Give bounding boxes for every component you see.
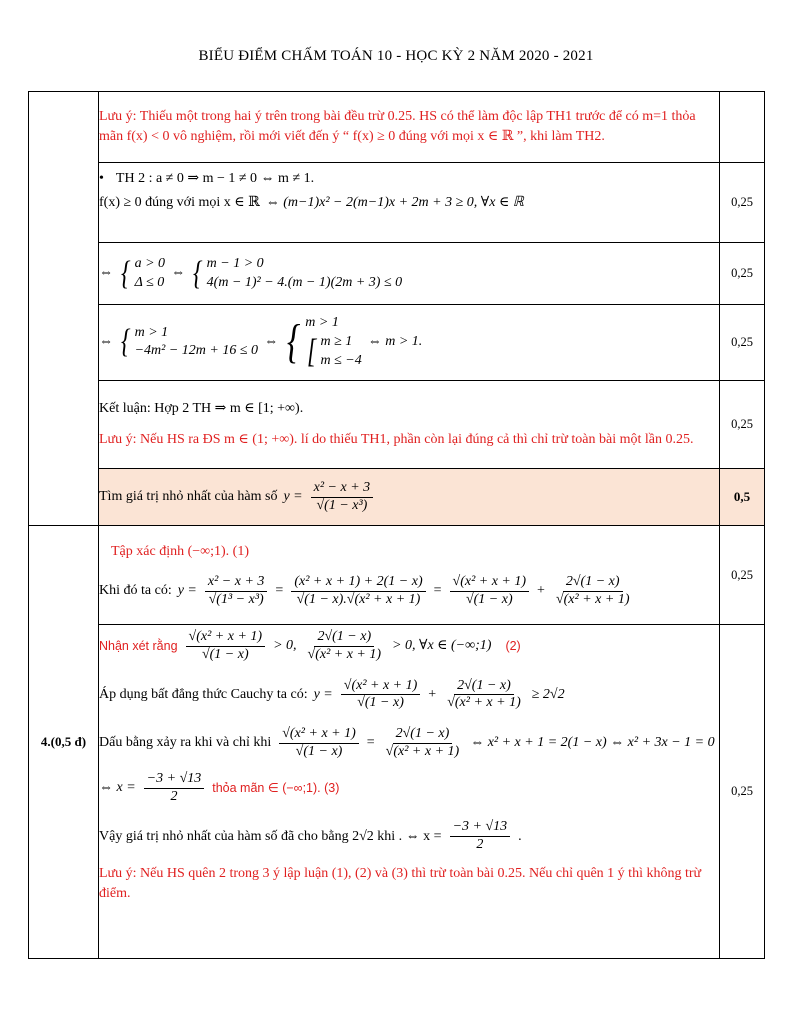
q3-th2-line2 xyxy=(99,193,719,213)
brace-icon: { xyxy=(193,254,203,292)
q4-task xyxy=(99,480,719,515)
bullet-icon: • xyxy=(99,171,104,186)
q4-proof-row xyxy=(29,625,765,959)
q4-note3: Lưu ý: Nếu HS quên 2 trong 3 ý lập luận (1), (2) và (3) thì trừ toàn bài 0.25. Nếu chỉ quên 1 ý thì không trừ điểm. xyxy=(99,865,702,902)
cauchy-tail: ≥ 2√2 xyxy=(531,686,565,702)
q3-conclusion: Kết luận: Hợp 2 TH ⇒ m ∈ [1; +∞). xyxy=(99,401,304,417)
cauchy-frac-1: $\frac{\text{√(x² + x + 1)}}{√(1 - x)}$ xyxy=(341,678,421,713)
q4-task-y: y = xyxy=(283,488,303,504)
q4-domain: Tập xác định (−∞;1). (1) xyxy=(111,543,249,559)
expr-frac-2: $\frac{\text{(x² + x + 1) + 2(1 − x)}}{\text{√(1 − x).√(x² + x + 1)}}$ xyxy=(291,574,425,609)
expr-frac-3: $\frac{\text{√(x² + x + 1)}}{√(1 - x)}$ xyxy=(450,574,530,609)
q4-task-row xyxy=(29,469,765,526)
bracket-system xyxy=(305,333,361,371)
equiv-symbol: ⇔ xyxy=(99,265,113,281)
q3-th2-text: TH 2 : a ≠ 0 ⇒ m − 1 ≠ 0 ⇔ m ≠ 1. xyxy=(115,171,315,186)
q4-expr xyxy=(99,574,719,609)
nx-frac-2: $\frac{2√(1 - x)}{\text{√(x² + x + 1)}}$ xyxy=(307,629,382,662)
sys2-line-c: m > 1 xyxy=(305,315,339,331)
nx-tag: (2) xyxy=(505,639,521,654)
equals-symbol: = xyxy=(275,582,284,598)
sys1-line-b: Δ ≤ 0 xyxy=(134,274,165,290)
q3-conclusion-row xyxy=(29,381,765,469)
q4-equality xyxy=(99,726,719,761)
brace-system-2 xyxy=(191,255,402,293)
q3-th2-ineq: ⇔ (m−1)x² − 2(m−1)x + 2m + 3 ≥ 0, ∀x ∈ ℝ xyxy=(265,195,524,211)
q4-task-text: Tìm giá trị nhỏ nhất của hàm số xyxy=(99,488,278,504)
expr-frac-4: $\frac{2√(1 - x)}{\text{√(x² + x + 1)}}$ xyxy=(555,573,630,607)
bracket-icon: [ xyxy=(307,332,317,370)
plus-symbol: + xyxy=(428,686,437,702)
q4-final xyxy=(99,819,719,854)
sys2-result: ⇔ m > 1. xyxy=(367,334,423,350)
q3-label-cell xyxy=(29,92,99,526)
q3-th2-line1 xyxy=(99,169,719,189)
cauchy-frac-2: $\frac{2√(1 - x)}{\text{√(x² + x + 1)}}$ xyxy=(447,677,521,711)
q3-sys1-cell xyxy=(99,243,720,305)
equiv-symbol: ⇔ xyxy=(171,265,186,281)
sol-frac: $\frac{-3 + √13}{2}$ xyxy=(144,771,205,806)
eq-tail: ⇔ x² + x + 1 = 2(1 − x) ⇔ x² + 3x − 1 = 0 xyxy=(470,735,715,751)
q4-score5: 0,25 xyxy=(720,526,765,625)
nx-tail: > 0, ∀x ∈ (−∞;1) xyxy=(392,638,492,654)
q4-nhan-xet xyxy=(99,629,719,664)
q4-proof-cell xyxy=(99,625,720,959)
eq-frac-2: $\frac{2√(1 - x)}{\text{√(x² + x + 1)}}$ xyxy=(385,726,460,759)
q3-sys2-cell xyxy=(99,305,720,381)
sys2-line-b: −4m² − 12m + 16 ≤ 0 xyxy=(134,343,259,359)
nx-mid: > 0, xyxy=(273,638,297,654)
final-frac: $\frac{-3 + √13}{2}$ xyxy=(450,819,511,854)
brace-icon: { xyxy=(121,323,131,361)
brace-system-3 xyxy=(119,324,258,362)
q4-label: 4.(0,5 đ) xyxy=(29,526,99,959)
expr-y: y = xyxy=(177,582,197,598)
q3-sys2 xyxy=(99,314,719,371)
q3-note1: Lưu ý: Thiếu một trong hai ý trên trong bài đều trừ 0.25. HS có thể làm độc lập TH1 trước để có m=1 thỏa mãn f(x) < 0 vô nghiệm, rồi mới viết đến ý “ f(x) ≥ 0 đúng với mọi x ∈ ℝ ”, khi làm TH2. xyxy=(99,92,720,163)
q3-sys1 xyxy=(99,255,719,293)
q3-score3: 0,25 xyxy=(720,305,765,381)
q3-sys2-row xyxy=(29,305,765,381)
q4-task-score: 0,5 xyxy=(733,489,751,504)
brace-icon: { xyxy=(286,315,301,369)
q3-note-row xyxy=(29,92,765,163)
q3-th2-cond: f(x) ≥ 0 đúng với mọi x ∈ ℝ xyxy=(99,195,260,211)
q4-expr-row xyxy=(29,526,765,625)
final-dot: . xyxy=(518,828,522,844)
sol-pre: ⇔ x = xyxy=(99,779,136,795)
sys2-line-e: m ≤ −4 xyxy=(320,352,362,368)
eq-label: Dấu bằng xảy ra khi và chỉ khi xyxy=(99,735,272,751)
brace-icon: { xyxy=(121,254,131,292)
equiv-symbol: ⇔ xyxy=(264,334,279,350)
sys1-line-d: 4(m − 1)² − 4.(m − 1)(2m + 3) ≤ 0 xyxy=(206,274,403,290)
cauchy-y: y = xyxy=(313,686,333,702)
q4-task-cell xyxy=(99,469,720,526)
equals-symbol: = xyxy=(366,735,375,751)
q3-score1: 0,25 xyxy=(720,163,765,243)
sys1-line-a: a > 0 xyxy=(134,255,166,271)
final-label: Vậy giá trị nhỏ nhất của hàm số đã cho bằng 2√2 khi . ⇔ x = xyxy=(99,828,442,844)
q4-task-fraction: $\frac{\text{x² − x + 3}}{\text{√(1 − x³)}}$ xyxy=(311,480,374,515)
q4-score6: 0,25 xyxy=(720,625,765,959)
brace-system-1 xyxy=(119,255,165,293)
eq-frac-1: $\frac{\text{√(x² + x + 1)}}{√(1 - x)}$ xyxy=(279,726,359,761)
q4-solution xyxy=(99,771,719,806)
q3-score2: 0,25 xyxy=(720,243,765,305)
expr-frac-1: $\frac{\text{x² − x + 3}}{\text{√(1³ − x³)}}$ xyxy=(205,574,268,609)
q3-sys1-row xyxy=(29,243,765,305)
page-title: BIỂU ĐIỂM CHẤM TOÁN 10 - HỌC KỲ 2 NĂM 2020 - 2021 xyxy=(198,48,594,64)
sys1-line-c: m − 1 > 0 xyxy=(206,255,264,271)
equiv-symbol: ⇔ xyxy=(99,334,113,350)
q3-note2: Lưu ý: Nếu HS ra ĐS m ∈ (1; +∞). lí do thiếu TH1, phần còn lại đúng cả thì chỉ trừ toàn bài một lần 0.25. xyxy=(99,431,694,447)
q3-conclusion-cell xyxy=(99,381,720,469)
nx-label: Nhận xét rằng xyxy=(99,639,178,654)
sol-tail: thỏa mãn ∈ (−∞;1). (3) xyxy=(212,781,340,796)
plus-symbol: + xyxy=(537,582,545,598)
q3-score4: 0,25 xyxy=(720,381,765,469)
brace-system-4 xyxy=(284,314,362,371)
q4-khi-do: Khi đó ta có: xyxy=(99,582,172,598)
nx-frac-1: $\frac{\text{√(x² + x + 1)}}{√(1 - x)}$ xyxy=(186,629,266,664)
q4-expr-cell xyxy=(99,526,720,625)
equals-symbol: = xyxy=(433,582,442,598)
q3-th2-row xyxy=(29,163,765,243)
q3-th2-cell xyxy=(99,163,720,243)
q4-task-score-cell xyxy=(720,469,765,526)
q3-note1-score-cell xyxy=(720,92,765,163)
grading-table xyxy=(28,91,765,959)
cauchy-label: Áp dụng bất đẳng thức Cauchy ta có: xyxy=(99,686,308,702)
sys2-line-d: m ≥ 1 xyxy=(320,334,353,350)
sys2-line-a: m > 1 xyxy=(134,324,169,340)
q4-cauchy xyxy=(99,678,719,713)
